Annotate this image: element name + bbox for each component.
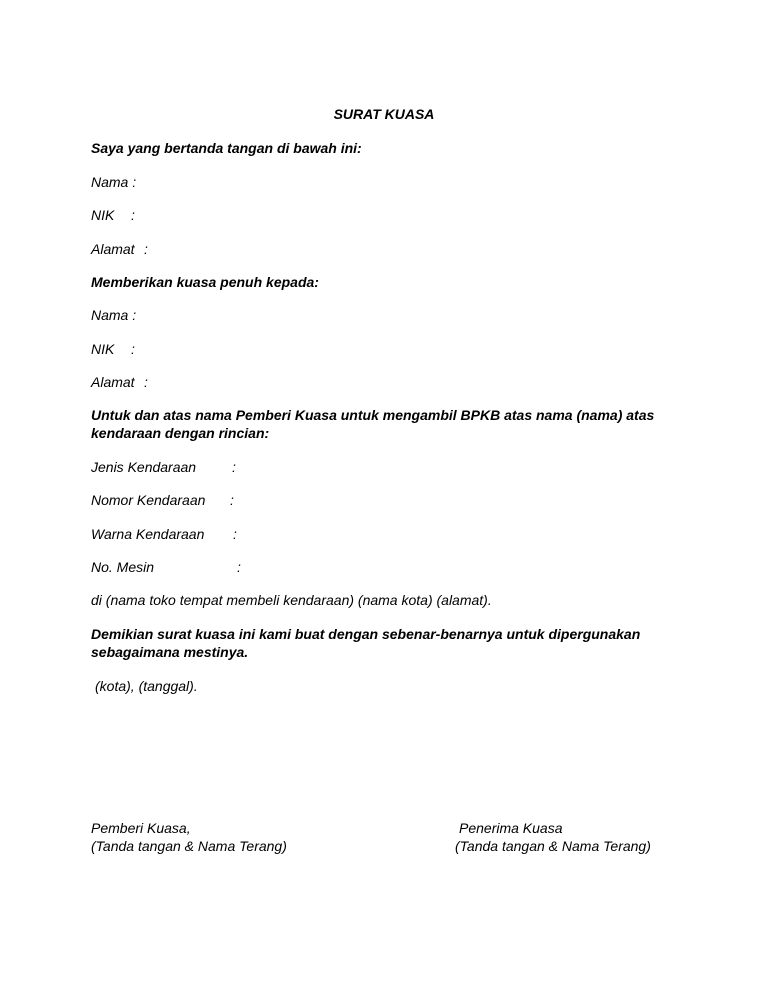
place-date: (kota), (tanggal). [95,678,198,694]
vehicle-engine-label: No. Mesin [91,559,155,575]
grantee-signature-note: (Tanda tangan & Nama Terang) [455,838,651,854]
document-title: SURAT KUASA [333,106,435,122]
grantor-nik-label: NIK [91,207,115,223]
grantor-address-colon: : [144,241,148,257]
grantee-nik-colon: : [131,341,135,357]
grantor-signature-title: Pemberi Kuasa, [91,820,191,836]
purpose-line-1: Untuk dan atas nama Pemberi Kuasa untuk mengambil BPKB atas nama (nama) atas [91,407,655,423]
closing-line-2: sebagaimana mestinya. [91,644,249,660]
purpose-line-2: kendaraan dengan rincian: [91,425,270,441]
closing-line-1: Demikian surat kuasa ini kami buat dengan sebenar-benarnya untuk dipergunakan [91,626,641,642]
grant-heading: Memberikan kuasa penuh kepada: [91,274,319,290]
grantor-signature-note: (Tanda tangan & Nama Terang) [91,838,287,854]
grantor-nik-colon: : [131,207,135,223]
vehicle-number-label: Nomor Kendaraan [91,492,206,508]
grantee-signature-title: Penerima Kuasa [459,820,563,836]
vehicle-type-colon: : [232,459,236,475]
vehicle-color-colon: : [233,526,237,542]
vehicle-color-label: Warna Kendaraan [91,526,205,542]
vehicle-type-label: Jenis Kendaraan [91,459,197,475]
grantor-name-label: Nama : [91,174,137,190]
vehicle-engine-colon: : [237,559,241,575]
grantee-address-colon: : [144,374,148,390]
grantor-address-label: Alamat [91,241,135,257]
vehicle-number-colon: : [230,492,234,508]
intro-statement: Saya yang bertanda tangan di bawah ini: [91,140,362,156]
location-statement: di (nama toko tempat membeli kendaraan) (nama kota) (alamat). [91,592,492,608]
grantee-address-label: Alamat [91,374,135,390]
grantee-nik-label: NIK [91,341,115,357]
grantee-name-label: Nama : [91,307,137,323]
